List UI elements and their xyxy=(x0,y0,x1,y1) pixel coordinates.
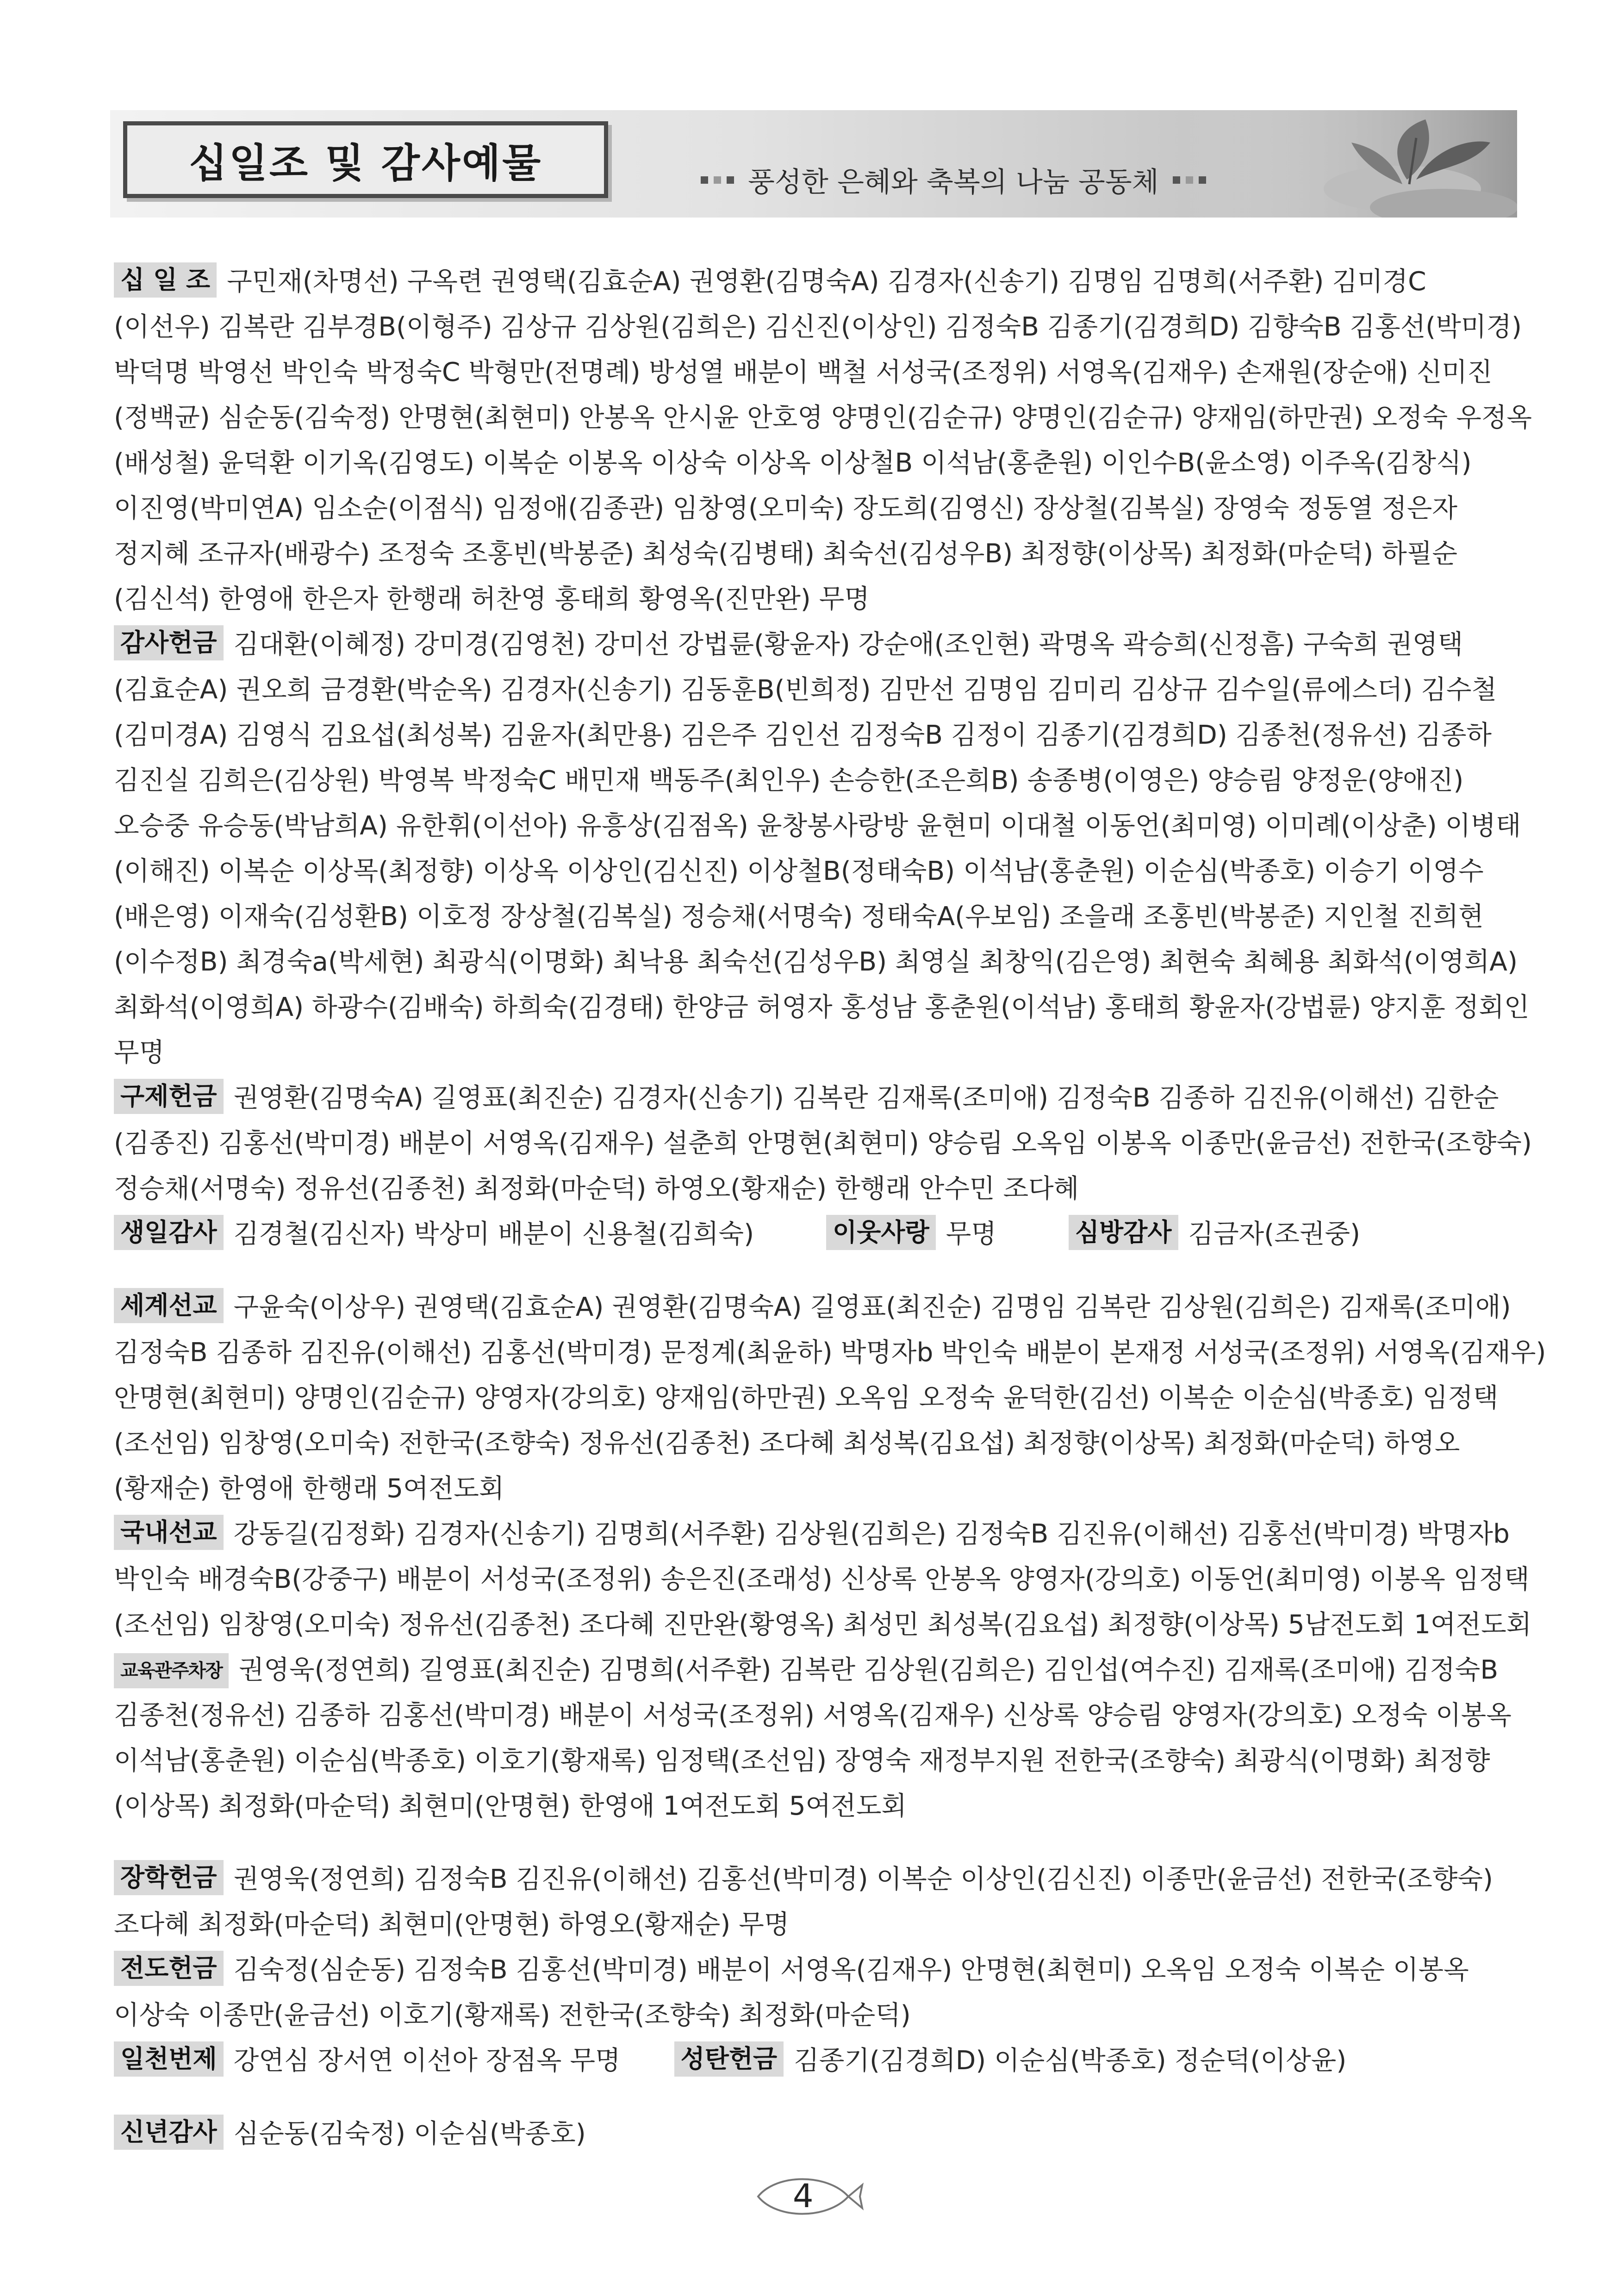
visit-text: 김금자(조권중) xyxy=(1188,1219,1361,1249)
section-thousand-christmas xyxy=(114,2038,1516,2084)
section-line: (이해진) 이복순 이상목(최정향) 이상옥 이상인(김신진) 이상철B(정태숙B) 이석남(홍춘원) 이순심(박종호) 이승기 이영수 xyxy=(114,856,1484,886)
section-line: 무명 xyxy=(114,1038,165,1068)
bullet-dots-left xyxy=(701,176,734,184)
section-line: 권영환(김명숙A) 길영표(최진순) 김경자(신송기) 김복란 김재록(조미애) 김정숙B 김종하 김진유(이해선) 김한순 xyxy=(233,1083,1499,1113)
section-line: 김종천(정유선) 김종하 김홍선(박미경) 배분이 서성국(조정위) 서영옥(김재우) 신상록 양승림 양영자(강의호) 오정숙 이봉옥 xyxy=(114,1700,1512,1730)
tag-thanks: 감사헌금 xyxy=(114,625,224,660)
section-line: 안명현(최현미) 양명인(김순규) 양영자(강의호) 양재임(하만권) 오옥임 오정숙 윤덕한(김선) 이복순 이순심(박종호) 임정택 xyxy=(114,1383,1499,1413)
section-evangelism xyxy=(114,1948,1516,2038)
section-line: 박덕명 박영선 박인숙 박정숙C 박형만(전명례) 방성열 배분이 백철 서성국(조정위) 서영옥(김재우) 손재원(장순애) 신미진 xyxy=(114,357,1493,387)
section-tithe xyxy=(114,259,1532,622)
page-title-box xyxy=(123,121,608,198)
section-line: 박인숙 배경숙B(강중구) 배분이 서성국(조정위) 송은진(조래성) 신상록 안봉옥 양영자(강의호) 이동언(최미영) 이봉옥 임정택 xyxy=(114,1564,1530,1594)
christmas-text: 김종기(김경희D) 이순심(박종호) 정순덕(이상윤) xyxy=(794,2046,1347,2076)
page-number: 4 xyxy=(793,2177,814,2215)
subtitle-row xyxy=(687,159,1220,201)
section-line: 정지혜 조규자(배광수) 조정숙 조홍빈(박봉준) 최성숙(김병태) 최숙선(김성우B) 최정향(이상목) 최정화(마순덕) 하필순 xyxy=(114,539,1458,569)
section-line: 조다혜 최정화(마순덕) 최현미(안명현) 하영오(황재순) 무명 xyxy=(114,1910,790,1940)
section-line: (이선우) 김복란 김부경B(이형주) 김상규 김상원(김희은) 김신진(이상인) 김정숙B 김종기(김경희D) 김향숙B 김홍선(박미경) xyxy=(114,312,1522,342)
section-line: 구윤숙(이상우) 권영택(김효순A) 권영환(김명숙A) 길영표(최진순) 김명임 김복란 김상원(김희은) 김재록(조미애) xyxy=(233,1292,1511,1322)
section-line: (조선임) 임창영(오미숙) 정유선(김종천) 조다혜 진만완(황영옥) 최성민 최성복(김요섭) 최정향(이상목) 5남전도회 1여전도회 xyxy=(114,1610,1532,1640)
section-line: (김효순A) 권오희 금경환(박순옥) 김경자(신송기) 김동훈B(빈희정) 김만선 김명임 김미리 김상규 김수일(류에스더) 김수철 xyxy=(114,675,1497,705)
section-line: 오승중 유승동(박남희A) 유한휘(이선아) 유흥상(김점옥) 윤창봉사랑방 윤현미 이대철 이동언(최미영) 이미례(이상춘) 이병태 xyxy=(114,811,1521,841)
tag-domestic-mission: 국내선교 xyxy=(114,1515,224,1550)
section-line: 정승채(서명숙) 정유선(김종천) 최정화(마순덕) 하영오(황재순) 한행래 안수민 조다혜 xyxy=(114,1174,1079,1204)
newyear-text: 심순동(김숙정) 이순심(박종호) xyxy=(233,2119,586,2149)
section-scholarship xyxy=(114,1857,1516,1948)
tag-world-mission: 세계선교 xyxy=(114,1288,224,1323)
neighbor-text: 무명 xyxy=(946,1219,996,1249)
section-line: 권영욱(정연희) 김정숙B 김진유(이해선) 김홍선(박미경) 이복순 이상인(김신진) 이종만(윤금선) 전한국(조향숙) xyxy=(233,1864,1493,1894)
section-world-mission xyxy=(114,1285,1546,1512)
section-line: (김신석) 한영애 한은자 한행래 허찬영 홍태희 황영옥(진만완) 무명 xyxy=(114,584,870,614)
tag-christmas: 성탄헌금 xyxy=(674,2041,784,2077)
section-line: 김진실 김희은(김상원) 박영복 박정숙C 배민재 백동주(최인우) 손승한(조은희B) 송종병(이영은) 양승림 양정운(양애진) xyxy=(114,765,1464,796)
bullet-dots-right xyxy=(1173,176,1206,184)
section-line: (배은영) 이재숙(김성환B) 이호정 장상철(김복실) 정승채(서명숙) 정태숙A(우보임) 조을래 조홍빈(박봉준) 지인철 진희현 xyxy=(114,902,1484,932)
section-newyear xyxy=(114,2111,1516,2157)
section-domestic-mission xyxy=(114,1512,1532,1648)
page-number-badge xyxy=(749,2169,869,2224)
section-line: 이석남(홍춘원) 이순심(박종호) 이호기(황재록) 임정택(조선임) 장영숙 재정부지원 전한국(조향숙) 최광식(이명화) 최정향 xyxy=(114,1746,1490,1776)
page-title: 십일조 및 감사예물 xyxy=(188,140,543,187)
section-relief xyxy=(114,1076,1532,1212)
tag-scholarship: 장학헌금 xyxy=(114,1860,224,1895)
section-line: (김종진) 김홍선(박미경) 배분이 서영옥(김재우) 설춘희 안명현(최현미) 양승림 오옥임 이봉옥 이종만(윤금선) 전한국(조향숙) xyxy=(114,1128,1532,1158)
section-line: 김정숙B 김종하 김진유(이해선) 김홍선(박미경) 문정계(최윤하) 박명자b 박인숙 배분이 본재정 서성국(조정위) 서영옥(김재우) xyxy=(114,1338,1546,1368)
section-line: 이상숙 이종만(윤금선) 이호기(황재록) 전한국(조향숙) 최정화(마순덕) xyxy=(114,2000,911,2030)
section-line: 김대환(이혜정) 강미경(김영천) 강미선 강법륜(황윤자) 강순애(조인현) 곽명옥 곽승희(신정흠) 구숙희 권영택 xyxy=(233,629,1463,660)
section-line: (황재순) 한영애 한행래 5여전도회 xyxy=(114,1474,504,1504)
section-line: 강동길(김정화) 김경자(신송기) 김명희(서주환) 김상원(김희은) 김정숙B 김진유(이해선) 김홍선(박미경) 박명자b xyxy=(233,1519,1510,1549)
section-line: (정백균) 심순동(김숙정) 안명현(최현미) 안봉옥 안시윤 안호영 양명인(김순규) 양명인(김순규) 양재임(하만권) 오정숙 우정옥 xyxy=(114,403,1532,433)
section-line: (김미경A) 김영식 김요섭(최성복) 김윤자(최만용) 김은주 김인선 김정숙B 김정이 김종기(김경희D) 김종천(정유선) 김종하 xyxy=(114,720,1492,750)
offering-list xyxy=(114,259,1546,2157)
tag-relief: 구제헌금 xyxy=(114,1079,224,1114)
tag-birthday: 생일감사 xyxy=(114,1215,224,1250)
section-line: 권영욱(정연희) 길영표(최진순) 김명희(서주환) 김복란 김상원(김희은) 김인섭(여수진) 김재록(조미애) 김정숙B xyxy=(238,1655,1499,1685)
tag-newyear: 신년감사 xyxy=(114,2115,224,2150)
section-line: 김숙정(심순동) 김정숙B 김홍선(박미경) 배분이 서영옥(김재우) 안명현(최현미) 오옥임 오정숙 이복순 이봉옥 xyxy=(233,1955,1469,1985)
tag-tithe: 십 일 조 xyxy=(114,262,217,298)
section-line: 최화석(이영희A) 하광수(김배숙) 하희숙(김경태) 한양금 허영자 홍성남 홍춘원(이석남) 홍태희 황윤자(강법륜) 양지훈 정회인 xyxy=(114,992,1530,1022)
section-line: (배성철) 윤덕환 이기옥(김영도) 이복순 이봉옥 이상숙 이상옥 이상철B 이석남(홍춘원) 이인수B(윤소영) 이주옥(김창식) xyxy=(114,448,1472,478)
tag-visit: 심방감사 xyxy=(1069,1215,1178,1250)
tag-evangelism: 전도헌금 xyxy=(114,1951,224,1986)
leaf-hands-image xyxy=(1185,110,1517,218)
section-line: (조선임) 임창영(오미숙) 전한국(조향숙) 정유선(김종천) 조다혜 최성복(김요섭) 최정향(이상목) 최정화(마순덕) 하영오 xyxy=(114,1428,1460,1458)
section-line: (이수정B) 최경숙a(박세현) 최광식(이명화) 최낙용 최숙선(김성우B) 최영실 최창익(김은영) 최현숙 최혜용 최화석(이영희A) xyxy=(114,947,1518,977)
section-thanks xyxy=(114,622,1530,1076)
section-line: 구민재(차명선) 구옥련 권영택(김효순A) 권영환(김명숙A) 김경자(신송기) 김명임 김명희(서주환) 김미경C xyxy=(227,267,1426,297)
birthday-text: 김경철(김신자) 박상미 배분이 신용철(김희숙) xyxy=(233,1219,754,1249)
tag-education: 교육관주차장 xyxy=(114,1653,229,1688)
section-line: (이상목) 최정화(마순덕) 최현미(안명현) 한영애 1여전도회 5여전도회 xyxy=(114,1791,907,1821)
tag-neighbor: 이웃사랑 xyxy=(826,1215,936,1250)
subtitle: 풍성한 은혜와 축복의 나눔 공동체 xyxy=(748,166,1159,199)
thousand-text: 강연심 장서연 이선아 장점옥 무명 xyxy=(233,2046,621,2076)
tag-thousand: 일천번제 xyxy=(114,2041,224,2077)
section-line: 이진영(박미연A) 임소순(이점식) 임정애(김종관) 임창영(오미숙) 장도희(김영신) 장상철(김복실) 장영숙 정동열 정은자 xyxy=(114,493,1457,523)
section-education xyxy=(114,1648,1516,1829)
section-birthday-neighbor-visit xyxy=(114,1212,1516,1257)
